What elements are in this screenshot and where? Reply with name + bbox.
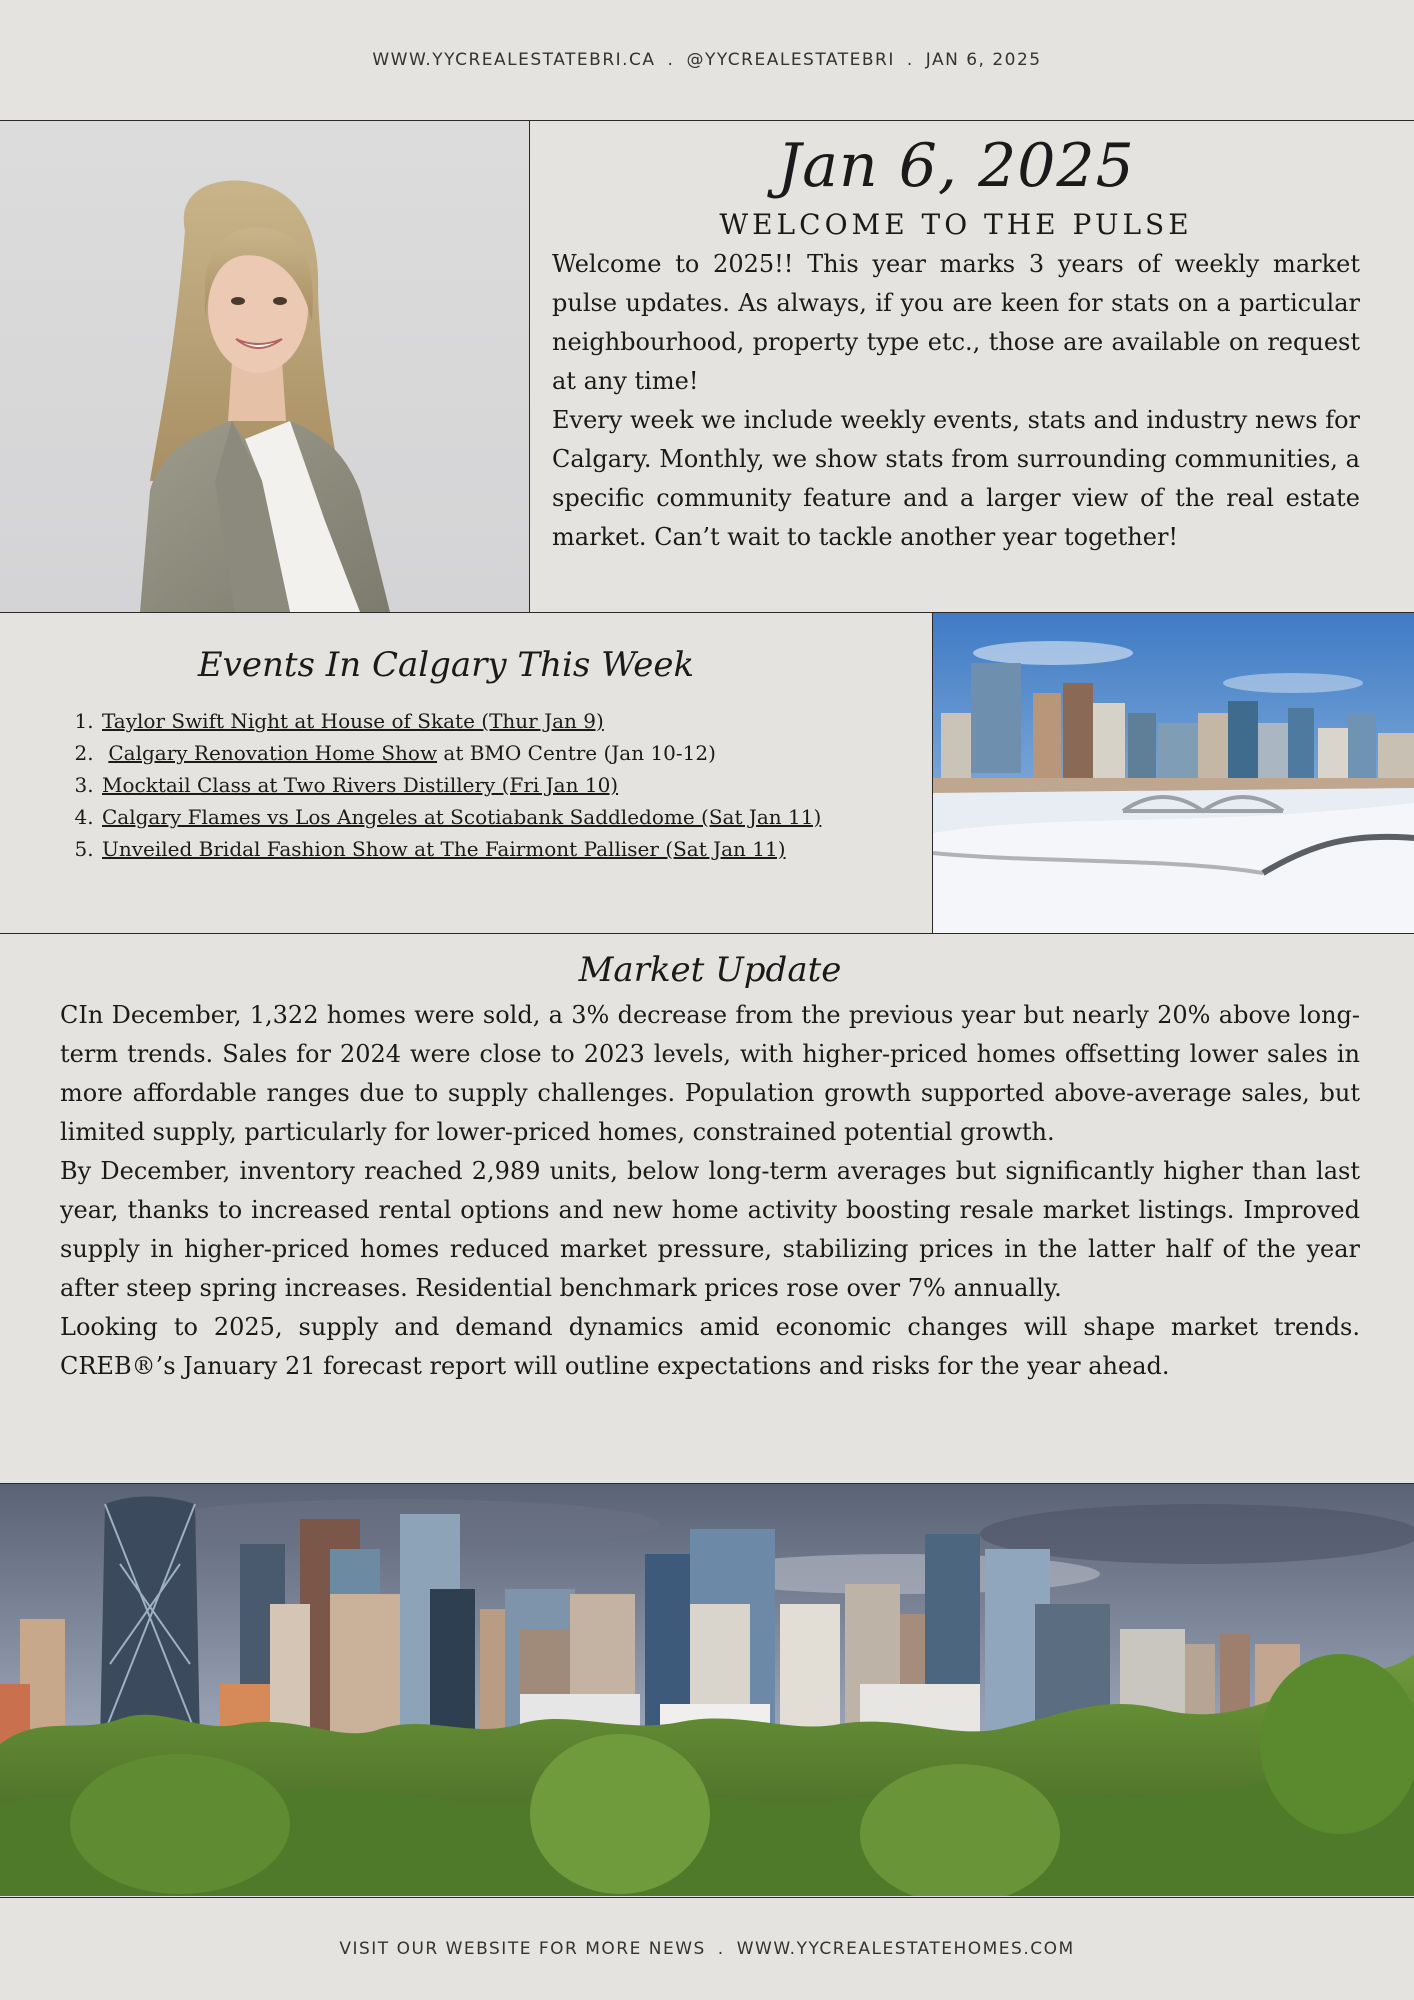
events-heading: Events In Calgary This Week — [197, 645, 695, 685]
agent-portrait — [0, 121, 529, 612]
footer-cta: VISIT OUR WEBSITE FOR MORE NEWS — [339, 1939, 706, 1959]
market-heading: Market Update — [578, 950, 842, 990]
intro-paragraph: Welcome to 2025!! This year marks 3 years of weekly market pulse updates. As always, if you are keen for stats on a particular neighbourhood, property type etc., those are available on request at any time! — [552, 250, 1360, 395]
market-paragraph: CIn December, 1,322 homes were sold, a 3% decrease from the previous year but nearly 20% above long-term trends. Sales for 2024 were close to 2023 levels, with higher-priced homes offsetting lower sales in more affordable ranges due to supply challenges. Population growth supported above-average sales, but limited supply, particularly for lower-priced homes, constrained potential growth. — [60, 1001, 1360, 1146]
welcome-heading: WELCOME TO THE PULSE — [719, 208, 1193, 241]
summer-skyline-photo — [0, 1484, 1414, 1896]
intro-section — [552, 121, 1360, 612]
market-update-section — [60, 934, 1360, 1482]
event-link[interactable]: Taylor Swift Night at House of Skate (Thur Jan 9) — [102, 709, 604, 733]
header-separator: . — [667, 50, 675, 70]
event-link[interactable]: Unveiled Bridal Fashion Show at The Fairmont Palliser (Sat Jan 11) — [102, 837, 786, 861]
events-list — [0, 705, 840, 865]
footer-bar — [0, 1898, 1414, 2000]
list-item — [100, 833, 840, 865]
list-item — [100, 801, 840, 833]
issue-date-title: Jan 6, 2025 — [777, 131, 1135, 201]
market-paragraph: By December, inventory reached 2,989 units, below long-term averages but significantly higher than last year, thanks to increased rental options and new home activity boosting resale market listings. Improved supply in higher-priced homes reduced market pressure, stabilizing prices in the latter half of the year after steep spring increases. Residential benchmark prices rose over 7% annually. — [60, 1157, 1360, 1302]
event-link[interactable]: Calgary Renovation Home Show — [108, 741, 438, 765]
header-website[interactable]: WWW.YYCREALESTATEBRI.CA — [372, 50, 656, 70]
winter-skyline-photo — [933, 613, 1414, 933]
intro-paragraph: Every week we include weekly events, stats and industry news for Calgary. Monthly, we show stats from surrounding communities, a specific community feature and a larger view of the real estate market. Can’t wait to tackle another year together! — [552, 406, 1360, 551]
divider — [529, 121, 530, 612]
list-item — [100, 737, 840, 769]
footer-separator: . — [717, 1939, 725, 1959]
event-details: at BMO Centre (Jan 10-12) — [437, 741, 716, 765]
header-bar — [0, 0, 1414, 120]
events-section — [0, 613, 932, 933]
event-link[interactable]: Calgary Flames vs Los Angeles at Scotiabank Saddledome (Sat Jan 11) — [102, 805, 822, 829]
header-separator: . — [906, 50, 914, 70]
header-date: JAN 6, 2025 — [925, 50, 1042, 70]
list-item — [100, 705, 840, 737]
market-paragraph: Looking to 2025, supply and demand dynamics amid economic changes will shape market trends. CREB®’s January 21 forecast report will outline expectations and risks for the year ahead. — [60, 1313, 1360, 1380]
header-handle[interactable]: @YYCREALESTATEBRI — [686, 50, 895, 70]
footer-website[interactable]: WWW.YYCREALESTATEHOMES.COM — [736, 1939, 1075, 1959]
event-link[interactable]: Mocktail Class at Two Rivers Distillery (Fri Jan 10) — [102, 773, 619, 797]
list-item — [100, 769, 840, 801]
